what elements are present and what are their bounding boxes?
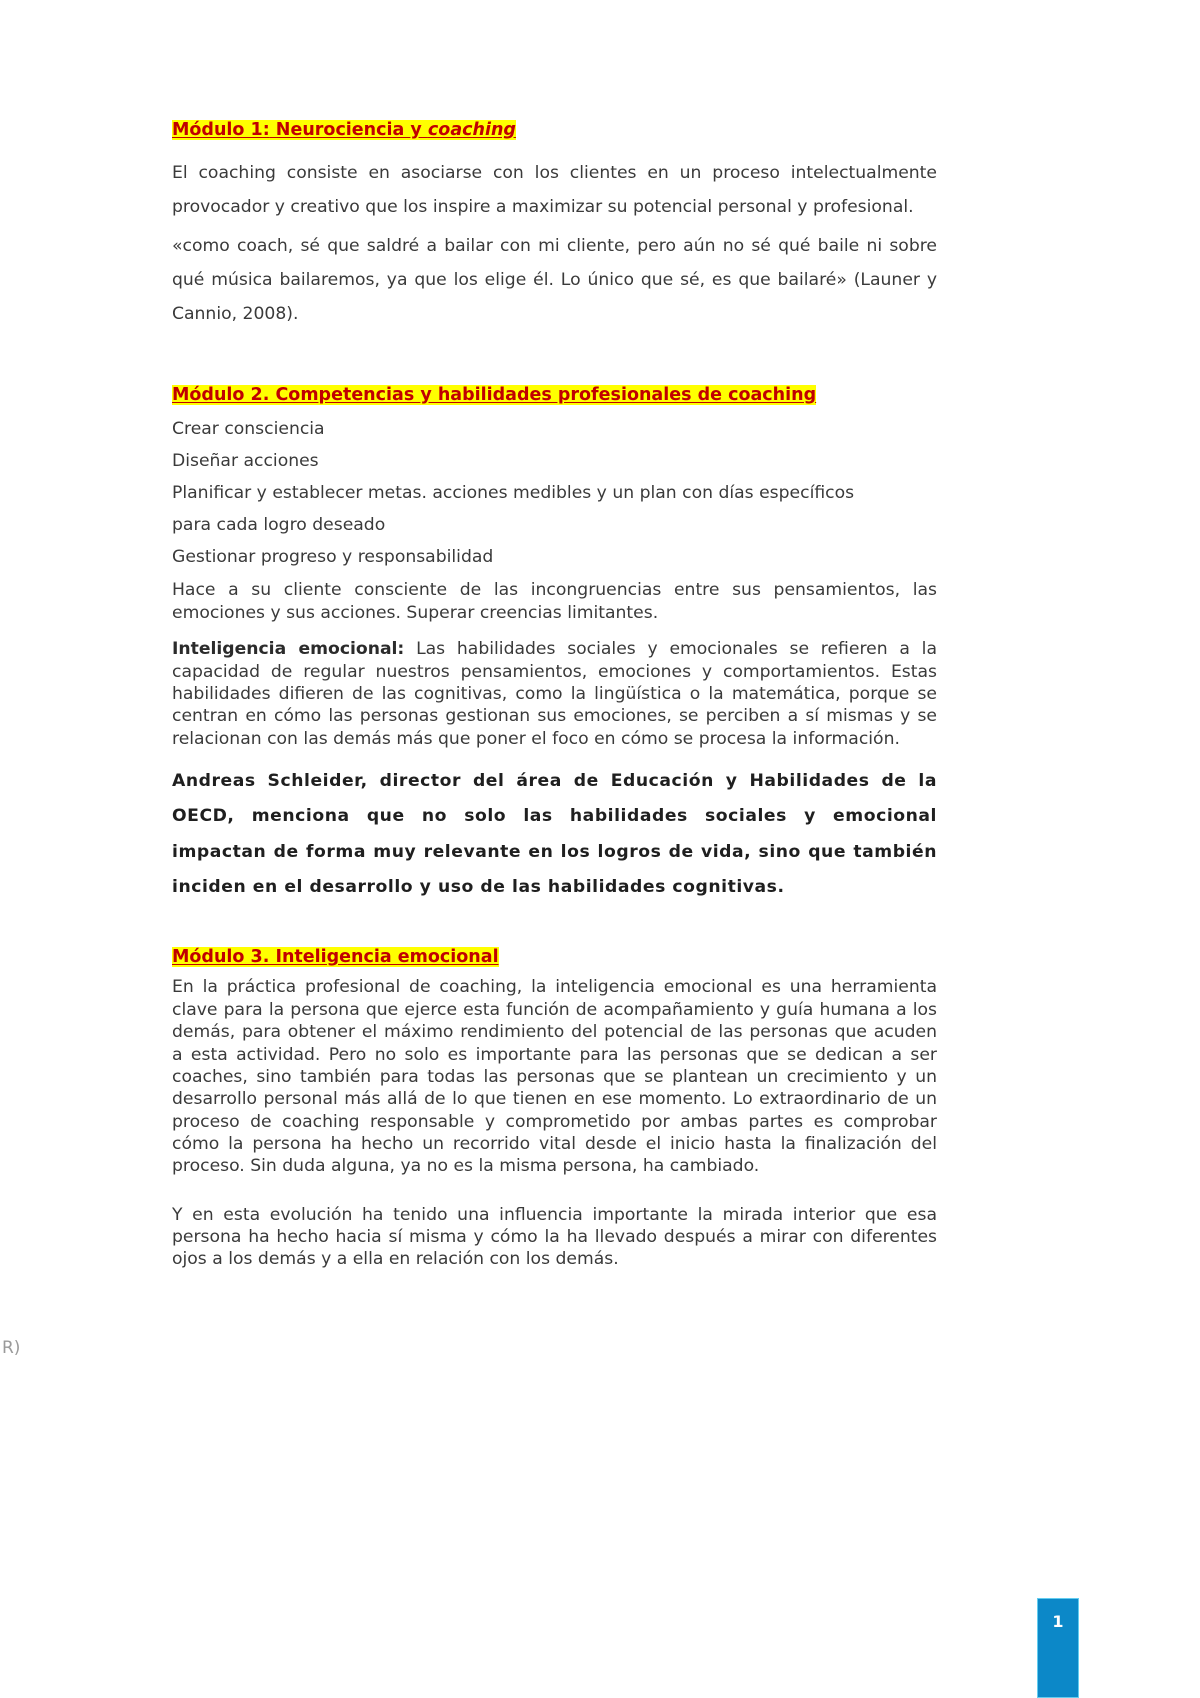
spacer <box>172 624 937 638</box>
module-3-paragraph-2: Y en esta evolución ha tenido una influencia importante la mirada interior que esa persona ha hecho hacia sí misma y cómo la ha llevado después a mirar con diferentes ojos a los demás y a ella en relación con los demás. <box>172 1204 937 1270</box>
emotional-intelligence-label: Inteligencia emocional: <box>172 639 405 660</box>
module-1-heading-italic: coaching <box>427 120 516 140</box>
document-body <box>172 118 937 1271</box>
module-2-bullet-3: para cada logro deseado <box>172 514 386 535</box>
spacer <box>172 905 937 945</box>
module-2-paragraph-1: Hace a su cliente consciente de las incongruencias entre sus pensamientos, las emociones y sus acciones. Superar creencias limitantes. <box>172 580 937 623</box>
margin-artifact-text: R) <box>2 1338 21 1358</box>
module-1-paragraph-1: El coaching consiste en asociarse con los clientes en un proceso intelectualmente provocador y creativo que los inspire a maximizar su potencial personal y profesional. <box>172 163 937 217</box>
spacer <box>172 331 937 383</box>
schleider-quote: Andreas Schleider, director del área de Educación y Habilidades de la OECD, menciona que no solo las habilidades sociales y emocional impactan de forma muy relevante en los logros de vida, sino que también inciden en el desarrollo y uso de las habilidades cognitivas. <box>172 770 937 897</box>
spacer <box>172 143 937 157</box>
module-2-emotional-intelligence-paragraph <box>172 638 937 750</box>
module-1-heading-label: Módulo 1: <box>172 120 270 140</box>
spacer <box>172 1178 937 1204</box>
module-1-heading <box>172 118 937 143</box>
module-2-bullet-1: Diseñar acciones <box>172 451 319 472</box>
emotional-intelligence-text: Las habilidades sociales y emocionales se refieren a la capacidad de regular nuestros pensamientos, emociones y comportamientos. Estas habilidades difieren de las cognitivas, como la lingüística o la matemática, porque se centran en cómo las personas gestionan sus emociones, se perciben a sí mismas y se relacionan con las demás más que poner el foco en cómo se procesa la información. <box>172 639 937 749</box>
module-2-bullet-4: Gestionar progreso y responsabilidad <box>172 546 494 567</box>
module-2-heading-label: Módulo 2. Competencias y habilidades profesionales de coaching <box>172 385 817 406</box>
module-1-paragraph-2: «como coach, sé que saldré a bailar con mi cliente, pero aún no sé qué baile ni sobre qué música bailaremos, ya que los elige él. Lo único que sé, es que bailaré» (Launer y Cannio, 2008). <box>172 236 937 324</box>
page-number-badge <box>1037 1598 1079 1698</box>
module-3-heading-label: Módulo 3. Inteligencia emocional <box>172 947 499 968</box>
module-2-heading <box>172 383 937 408</box>
module-3-paragraph-1: En la práctica profesional de coaching, la inteligencia emocional es una herramienta clave para la persona que ejerce esta función de acompañamiento y guía humana a los demás, para obtener el máximo rendimiento del potencial de las personas que acuden a esta actividad. Pero no solo es importante para las personas que se dedican a ser coaches, sino también para todas las personas que se plantean un crecimiento y un desarrollo personal más allá de lo que tienen en ese momento. Lo extraordinario de un proceso de coaching responsable y comprometido por ambas partes es comprobar cómo la persona ha hecho un recorrido vital desde el inicio hasta la finalización del proceso. Sin duda alguna, ya no es la misma persona, ha cambiado. <box>172 977 937 1177</box>
module-2-bullet-0: Crear consciencia <box>172 419 325 440</box>
module-3-heading <box>172 945 937 970</box>
module-1-heading-rest: Neurociencia y <box>269 120 428 140</box>
spacer <box>172 750 937 764</box>
module-2-bullet-2: Planificar y establecer metas. acciones medibles y un plan con días específicos <box>172 483 855 504</box>
page-number-value: 1 <box>1052 1612 1064 1631</box>
